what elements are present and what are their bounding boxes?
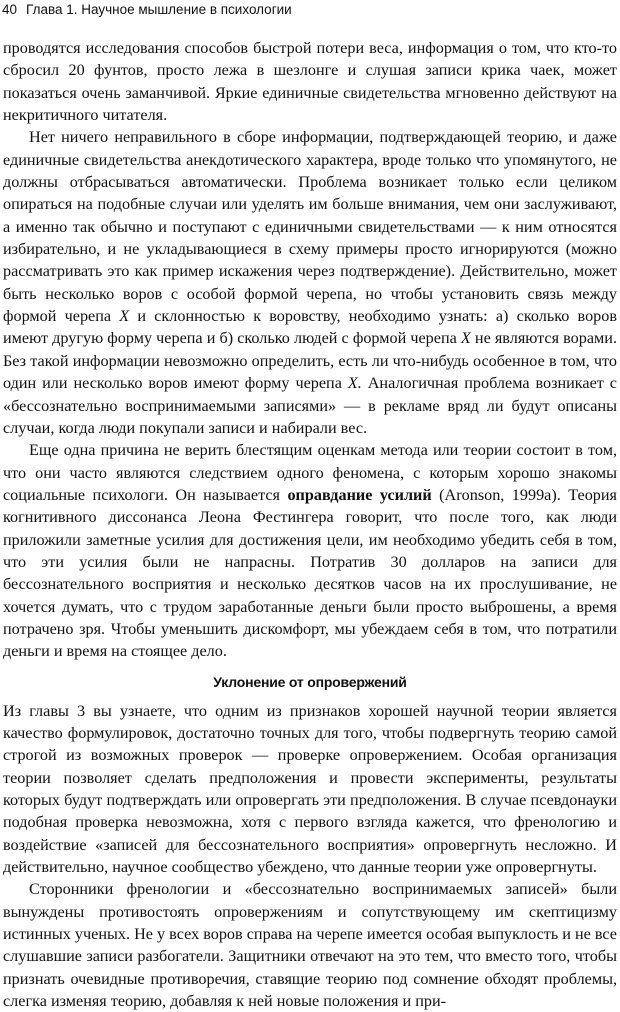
paragraph-falsification: Из главы 3 вы узнаете, что одним из признаков хорошей научной теории является качество формулировок, достаточно точных для того, чтобы подвергнуть теорию самой строгой из возможных проверок — проверке опровержением. Особая организация теории позволяет сделать предположения и провести эксперименты, результаты которых будут подтверждать или опровергать эти предположения. В случае псевдонауки подобная проверка невозможна, хотя с первого взгляда кажется, что френологию и воздействие «записей для бессознательного восприятия» опровергнуть несложно. И действительно, научное сообщество убеждено, что данные теории уже опровергнуты. [3, 701, 617, 877]
bold-term: оправдание усилий [287, 485, 432, 504]
paragraph-text: Нет ничего неправильного в сборе информации, подтверждающей теорию, и даже единичные свидетельства анекдотического характера, вроде только что упомянутого, не должны отбрасываться автоматически. Проблема возникает только если целиком опираться на подобные случаи или уделять им больше внимания, чем они заслуживают, а именно так обычно и поступают с единичными свидетельствами — к ним относятся избирательно, и не укладывающиеся в схему примеры просто игнорируются (можно рассматривать это как пример искажения через подтверждение). Действительно, может быть несколько воров с особой формой черепа, но чтобы установить связь между формой черепа [3, 128, 617, 326]
body-text [3, 37, 617, 1012]
italic-variable: X. [347, 374, 362, 393]
paragraph-effort-justification [3, 439, 617, 662]
page-number: 40 [2, 2, 18, 17]
section-heading: Уклонение от опровержений [213, 673, 407, 690]
italic-variable: X [119, 307, 130, 326]
paragraph-text: Аналогичная проблема возникает с «бессознательно воспринимаемыми записями» — в рекламе вряд ли будут описаны случаи, когда люди покупали записи и набирали вес. [3, 374, 617, 437]
paragraph-text: и склонностью к воровству, необходимо узнать: а) сколько воров имеют другую форму черепа и б) сколько людей с формой черепа [3, 307, 617, 348]
paragraph-text: Еще одна причина не верить блестящим оценкам метода или теории состоит в том, что они часто являются следствием одного феномена, с которым хорошо знакомы социальные психологи. Он называется [3, 441, 617, 504]
paragraph-confirming-evidence [3, 126, 617, 439]
running-header [2, 0, 292, 20]
paragraph-continued: проводятся исследования способов быстрой потери веса, информация о том, что кто-то сбросил 20 фунтов, просто лежа в шезлонге и слушая записи крика чаек, может показаться очень заманчивой. Яркие единичные свидетельства мгновенно действуют на некритичного читателя. [3, 39, 617, 125]
italic-variable: X [460, 329, 471, 348]
paragraph-text: (Aronson, 1999a). Теория когнитивного диссонанса Леона Фестингера говорит, что после того, как люди приложили заметные усилия для достижения цели, им необходимо убедить себя в том, что эти усилия были не напрасны. Потратив 30 долларов на записи для бессознательного восприятия и несколько десятков часов на их прослушивание, не хочется думать, что с трудом заработанные деньги были просто выброшены, а время потрачено зря. Чтобы уменьшить дискомфорт, мы убеждаем себя в том, что потратили деньги и время на стоящее дело. [3, 485, 617, 661]
paragraph-proponents: Сторонники френологии и «бессознательно воспринимаемых записей» были вынуждены противостоять опровержениям и сопутствующему им скептицизму истинных ученых. Не у всех воров справа на черепе имеется особая выпуклость и не все слушавшие записи разбогатели. Защитники отвечают на это тем, что вместо того, чтобы признать очевидные противоречия, ставящие теорию под сомнение обходят проблемы, слегка изменяя теорию, добавляя к ней новые положения и при- [3, 880, 617, 1011]
paragraph-text: не являются ворами. Без такой информации невозможно определить, есть ли что-нибудь особенное в том, что один или несколько воров имеют форму черепа [3, 329, 618, 393]
running-title: Глава 1. Научное мышление в психологии [26, 2, 292, 17]
